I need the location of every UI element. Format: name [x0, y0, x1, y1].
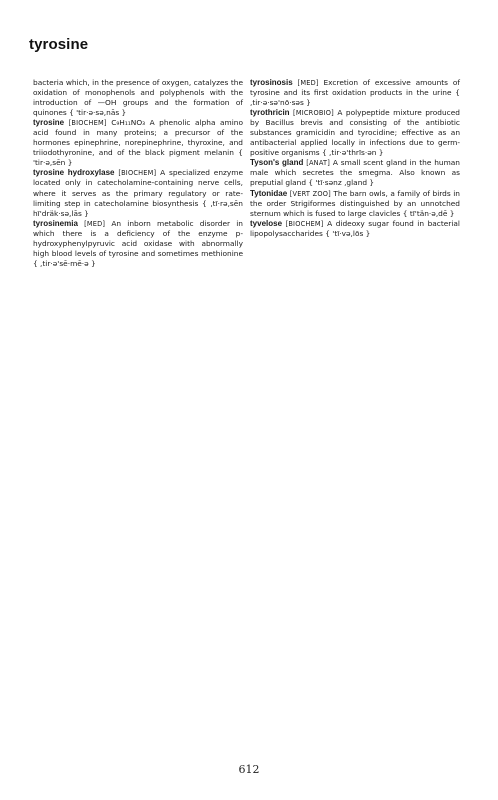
entry-headword: tyrosinosis	[250, 78, 293, 87]
entry-field-label: [ANAT]	[306, 159, 331, 168]
running-head: tyrosine	[29, 36, 89, 53]
entry-pronunciation: { ,tir·ə'thrīs·ən }	[322, 148, 384, 158]
entry-headword: tyrosine hydroxylase	[33, 168, 115, 178]
entry-field-label: [MICROBIO]	[293, 109, 334, 118]
entry-headword: Tyson's gland	[250, 158, 304, 168]
entry-definition: A specialized enzyme located only in catecholamine-containing nerve cells, where it serves as the primary regulatory or rate-limiting step in catecholamine biosynthesis	[33, 168, 243, 208]
entry-definition: Excretion of excessive amounts of tyrosine and its first oxidation products in the urine	[250, 78, 460, 98]
dictionary-entry	[250, 219, 460, 239]
entry-definition: A small scent gland in the human male which secretes the smegma. Also known as preputial gland	[250, 158, 460, 188]
entry-definition: The barn owls, a family of birds in the order Strigiformes distinguished by an unnotched sternum which is fused to large clavicles	[250, 188, 460, 218]
entry-pronunciation: { 'tir·ə,sēn }	[33, 148, 243, 168]
entry-headword: tyrosinemia	[33, 218, 78, 228]
entry-field-label: [BIOCHEM]	[118, 169, 157, 178]
entry-definition: bacteria which, in the presence of oxygen, catalyzes the oxidation of monophenols and polyphenols with the introduction of —OH groups and the formation of quinones	[33, 78, 243, 118]
entry-definition: A dideoxy sugar found in bacterial lipopolysaccharides	[250, 218, 460, 238]
entry-pronunciation: { 'tī·və,lōs }	[325, 228, 371, 238]
entry-headword: tyrothricin	[250, 108, 290, 118]
entry-pronunciation: { ,tir·ə·sə'nō·səs }	[250, 88, 460, 108]
right-column	[250, 78, 460, 239]
entry-definition: A polypeptide mixture produced by Bacillus brevis and consisting of the antibiotic substances gramicidin and tyrocidine; effective as an antibacterial applied locally in infections due to germ-positive organisms	[250, 108, 460, 158]
entry-pronunciation: { ,tir·ə'sē·mē·ə }	[33, 258, 96, 268]
dictionary-entry	[250, 78, 460, 108]
left-column	[33, 78, 243, 269]
page-number: 612	[238, 763, 260, 776]
dictionary-entry	[33, 78, 243, 118]
entry-pronunciation: { ,tī·rə,sēn hī'dräk·sə,lās }	[33, 198, 243, 218]
entry-headword: tyrosine	[33, 118, 65, 128]
dictionary-entry	[33, 168, 243, 218]
entry-field-label: [BIOCHEM]	[68, 119, 107, 128]
entry-field-label: [MED]	[84, 219, 106, 228]
entry-pronunciation: { tī'tän·ə,dē }	[402, 208, 455, 218]
entry-headword: tyvelose	[250, 218, 283, 228]
entry-definition: C₉H₁₁NO₃ A phenolic alpha amino acid found in many proteins; a precursor of the hormones epinephrine, norepinephrine, thyroxine, and triiodothyronine, and of the black pigment melanin	[33, 118, 243, 158]
dictionary-entry	[33, 118, 243, 168]
dictionary-entry	[250, 189, 460, 219]
entry-definition: An inborn metabolic disorder in which there is a deficiency of the enzyme p-hydroxyphenylpyruvic acid oxidase with abnormally high blood levels of tyrosine and sometimes methionine	[33, 218, 243, 258]
entry-field-label: [MED]	[297, 79, 319, 87]
dictionary-entry	[33, 219, 243, 269]
entry-pronunciation: { 'tir·ə·sə,nās }	[69, 108, 127, 118]
dictionary-entry	[250, 158, 460, 188]
entry-headword: Tytonidae	[250, 188, 288, 198]
dictionary-entry	[250, 108, 460, 158]
entry-field-label: [VERT ZOO]	[289, 189, 331, 198]
entry-pronunciation: { 'tī·sənz ,gland }	[308, 178, 375, 188]
entry-field-label: [BIOCHEM]	[285, 219, 324, 228]
